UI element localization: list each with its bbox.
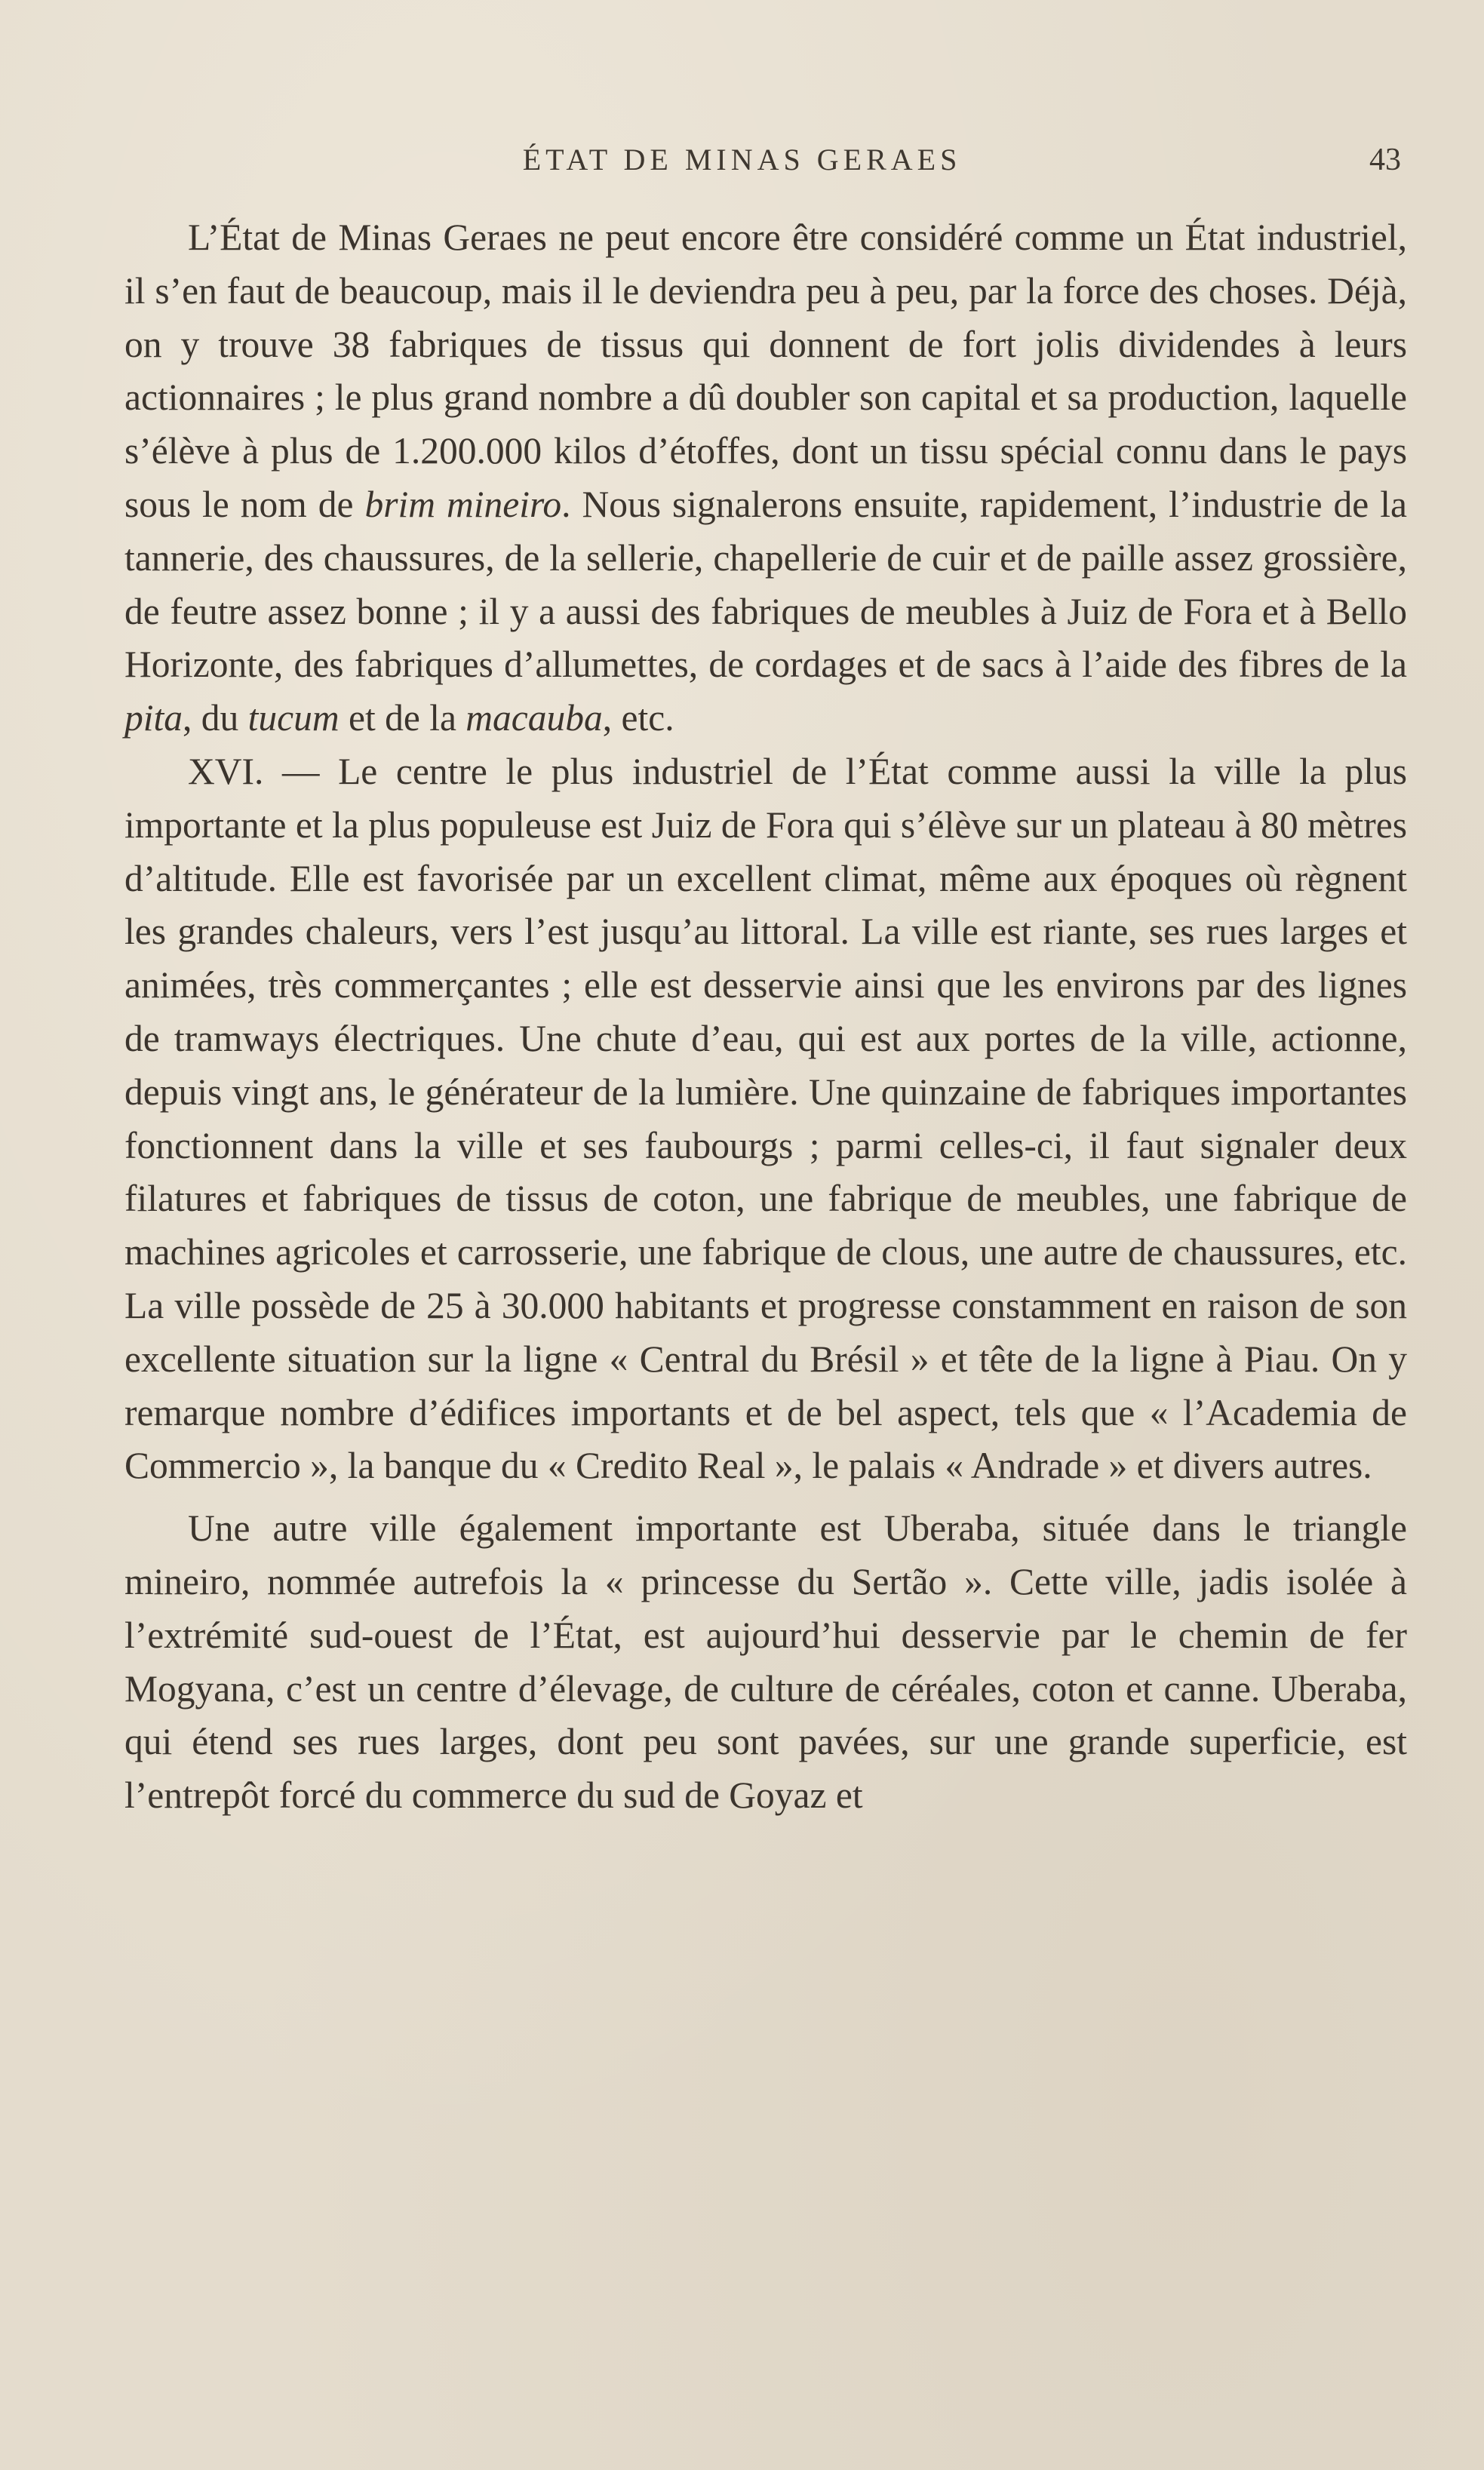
italic-term: pita — [124, 697, 183, 739]
paragraph-industry — [124, 211, 1407, 745]
text-run: Une autre ville également importante est Uberaba, située dans le triangle mineiro, nommée autrefois la « princesse du Sertão ». Cette ville, jadis isolée à l’extrémité sud-ouest de l’État, est aujourd’hui desservie par le chemin de fer Mogyana, c’est un centre d’élevage, de culture de céréales, coton et canne. Uberaba, qui étend ses rues larges, dont peu sont pavées, sur une grande superficie, est l’entrepôt forcé du commerce du sud de Goyaz et — [124, 1507, 1407, 1817]
italic-term: macauba — [465, 697, 603, 739]
paragraph-juiz-de-fora — [124, 745, 1407, 1493]
text-run: , du — [183, 697, 248, 739]
page-header — [0, 137, 1484, 183]
text-run: L’État de Minas Geraes ne peut encore être considéré comme un État industriel, il s’en faut de beaucoup, mais il le deviendra peu à peu, par la force des choses. Déjà, on y trouve 38 fabriques de tissus qui donnent de fort jolis dividendes à leurs actionnaires ; le plus grand nombre a dû doubler son capital et sa production, laquelle s’élève à plus de 1.200.000 kilos d’étoffes, dont un tissu spécial connu dans le pays sous le nom de — [124, 217, 1407, 525]
italic-term: tucum — [247, 697, 340, 739]
page-number: 43 — [1369, 143, 1401, 177]
italic-term: brim mineiro — [364, 483, 562, 525]
running-title: ÉTAT DE MINAS GERAES — [522, 143, 962, 177]
body-text — [124, 211, 1407, 1823]
text-run: et de la — [339, 697, 466, 739]
paragraph-uberaba — [124, 1502, 1407, 1823]
text-run: . Nous signalerons ensuite, rapidement, l’industrie de la tannerie, des chaussures, de la sellerie, chapellerie de cuir et de paille assez grossière, de feutre assez bonne ; il y a aussi des fabriques de meubles à Juiz de Fora et à Bello Horizonte, des fabriques d’allumettes, de cordages et de sacs à l’aide des fibres de la — [124, 483, 1407, 686]
text-run: , etc. — [602, 697, 674, 739]
text-run: XVI. — Le centre le plus industriel de l’État comme aussi la ville la plus importante et la plus populeuse est Juiz de Fora qui s’élève sur un plateau à 80 mètres d’altitude. Elle est favorisée par un excellent climat, même aux époques où règnent les grandes chaleurs, vers l’est jusqu’au littoral. La ville est riante, ses rues larges et animées, très commerçantes ; elle est desservie ainsi que les environs par des lignes de tramways électriques. Une chute d’eau, qui est aux portes de la ville, actionne, depuis vingt ans, le générateur de la lumière. Une quinzaine de fabriques importantes fonctionnent dans la ville et ses faubourgs ; parmi celles-ci, il faut signaler deux filatures et fabriques de tissus de coton, une fabrique de meubles, une fabrique de machines agricoles et carrosserie, une fabrique de clous, une autre de chaussures, etc. La ville possède de 25 à 30.000 habitants et progresse constamment en raison de son excellente situation sur la ligne « Central du Brésil » et tête de la ligne à Piau. On y remarque nombre d’édifices importants et de bel aspect, tels que « l’Academia de Commercio », la banque du « Credito Real », le palais « Andrade » et divers autres. — [124, 750, 1407, 1487]
